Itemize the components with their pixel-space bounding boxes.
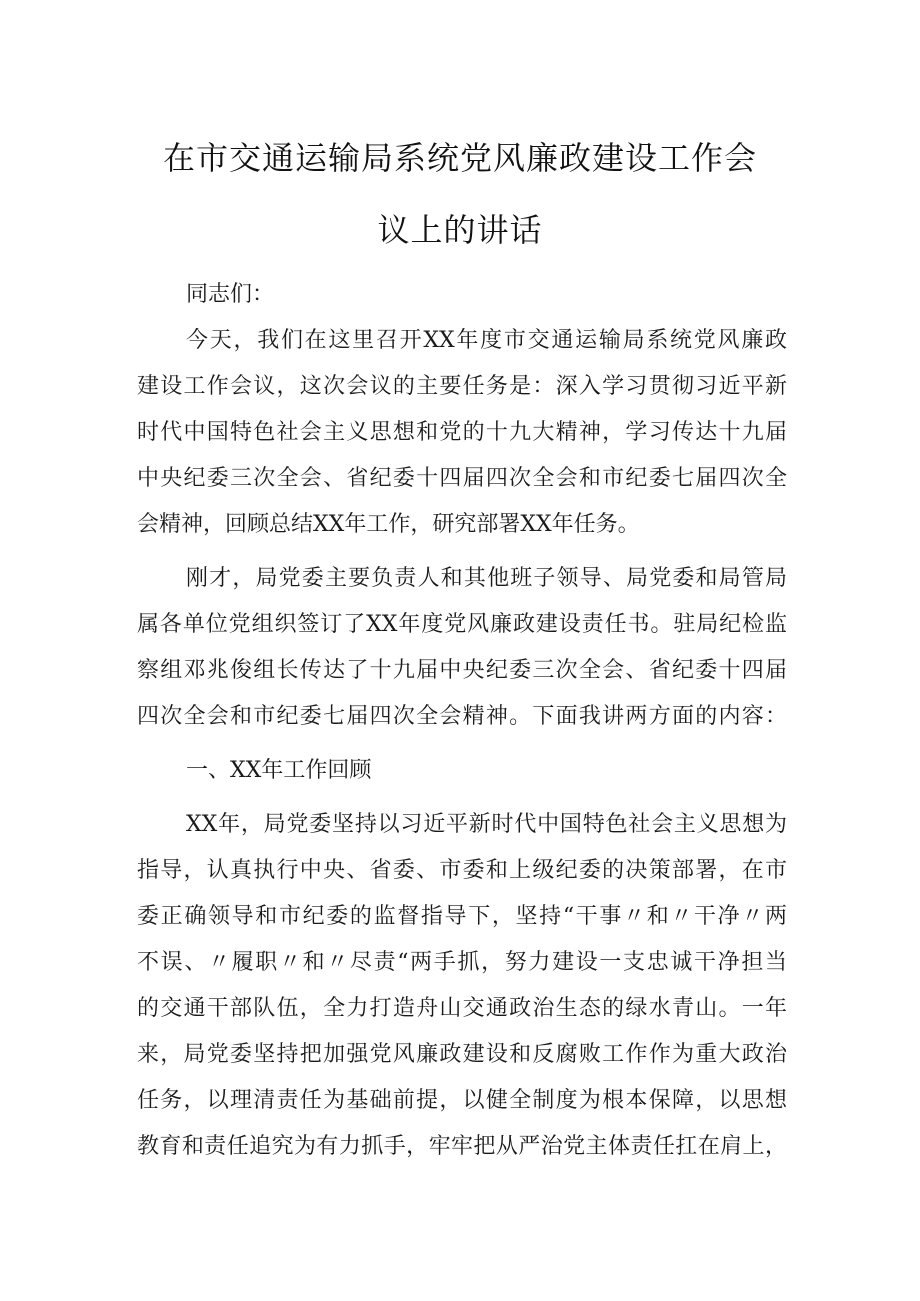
paragraph-line: 四次全会和市纪委七届四次全会精神。下面我讲两方面的内容： — [137, 704, 787, 729]
paragraph-line: 时代中国特色社会主义思想和党的十九大精神，学习传达十九届 — [137, 420, 787, 445]
paragraph-line: 来，局党委坚持把加强党风廉政建设和反腐败工作作为重大政治 — [137, 1042, 787, 1067]
paragraph-line: 今天，我们在这里召开XX年度市交通运输局系统党风廉政 — [186, 328, 787, 353]
paragraph-line: 会精神，回顾总结XX年工作，研究部署XX年任务。 — [137, 512, 640, 537]
paragraph-line: 建设工作会议，这次会议的主要任务是：深入学习贯彻习近平新 — [137, 374, 787, 399]
paragraph-line: XX年，局党委坚持以习近平新时代中国特色社会主义思想为 — [186, 812, 787, 837]
paragraph-line: 任务，以理清责任为基础前提，以健全制度为根本保障，以思想 — [137, 1088, 787, 1113]
paragraph-line: 中央纪委三次全会、省纪委十四届四次全会和市纪委七届四次全 — [137, 466, 787, 491]
paragraph-line: 刚才，局党委主要负责人和其他班子领导、局党委和局管局 — [186, 566, 787, 591]
salutation: 同志们： — [186, 282, 275, 307]
paragraph-line: 属各单位党组织签订了XX年度党风廉政建设责任书。驻局纪检监 — [137, 612, 787, 637]
paragraph-line: 教育和责任追究为有力抓手，牢牢把从严治党主体责任扛在肩上， — [137, 1134, 787, 1159]
document-title-line-2: 议上的讲话 — [377, 211, 543, 249]
paragraph-line: 指导，认真执行中央、省委、市委和上级纪委的决策部署，在市 — [137, 858, 787, 883]
paragraph-line: 察组邓兆俊组长传达了十九届中央纪委三次全会、省纪委十四届 — [137, 658, 787, 683]
section-heading: 一、XX年工作回顾 — [186, 758, 372, 783]
paragraph-line: 的交通干部队伍，全力打造舟山交通政治生态的绿水青山。一年 — [137, 996, 787, 1021]
paragraph-line: 委正确领导和市纪委的监督指导下，坚持“干事〃和〃干净〃两 — [137, 904, 787, 929]
paragraph-line: 不误、〃履职〃和〃尽责“两手抓，努力建设一支忠诚干净担当 — [137, 950, 787, 975]
document-title-line-1: 在市交通运输局系统党风廉政建设工作会 — [162, 139, 757, 177]
